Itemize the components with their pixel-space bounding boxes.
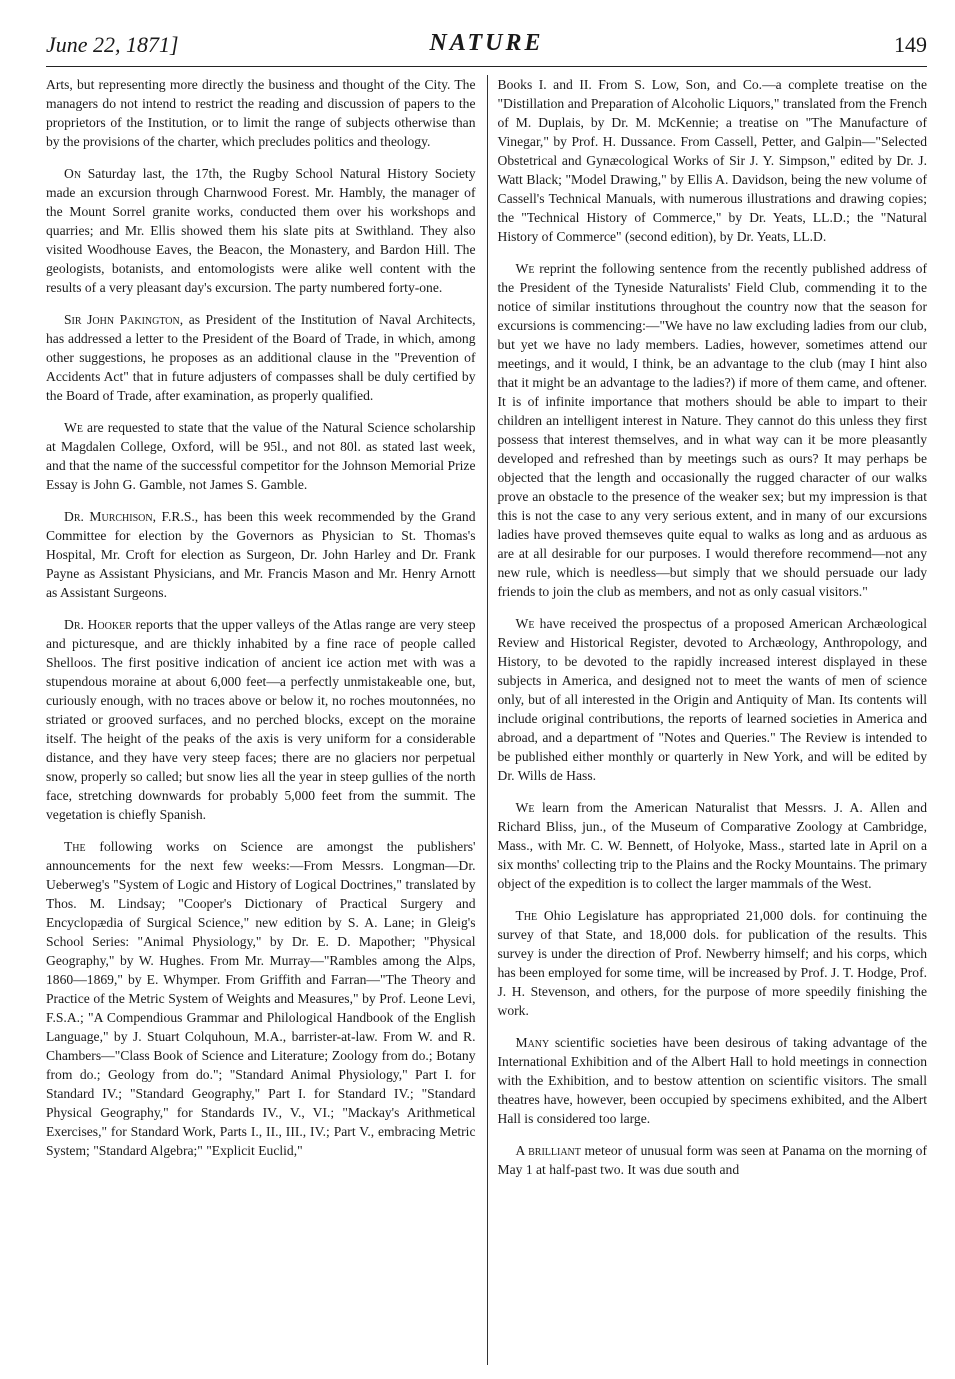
journal-title: NATURE — [429, 30, 544, 56]
paragraph-text: Arts, but representing more directly the business and thought of the City. The managers do not intend to restrict the reading and discussion of papers to the proprietors of the Institution, or to limit the range of subjects otherwise than by the provisions of the charter, which precludes politics and theology. — [46, 77, 476, 149]
page-header — [46, 30, 927, 67]
paragraph — [46, 310, 476, 405]
column-divider — [487, 75, 488, 1365]
issue-date: June 22, 1871] — [46, 32, 179, 57]
left-column — [46, 75, 476, 1365]
paragraph-text: reprint the following sentence from the recently published address of the President of the Tyneside Naturalists' Field Club, commending it to the notice of similar institutions throughout the country now that the season for excursions is commencing:—"We have no law excluding ladies from our club, but yet we have no lady members. Ladies, however, sometimes attend our meetings, and it would, I think, be an advantage to the club (may I hint also that it might be an advantage to the ladies?) if more of them came, and oftener. It is of infinite importance that mothers should be able to impart to their children an intelligent interest in Nature. They cannot do this unless they first possess that interest themselves, and in what way can it be more pleasantly developed and refreshed than by meetings such as ours? It may perhaps be objected that the length and occasionally the rugged character of our walks prove an obstacle to the presence of the weaker sex; but my impression is that this is not the case to any very serious extent, and in many of our excursions ladies have proved themseves quite equal to walks as long and as arduous as are at all desirable for our purposes. I would therefore recommend—not any new rule, which is needless—but simply that we should persuade our lady friends to join the club as members, and not as only casual visitors." — [497, 261, 927, 599]
page-number: 149 — [894, 32, 927, 57]
paragraph-text: Ohio Legislature has appropriated 21,000 dols. for continuing the survey of that State, and 18,000 dols. for publication of the results. This survey is under the direction of Prof. Newberry himself; and his corps, which has been employed for some time, will be increased by Prof. J. T. Hodge, Prof. J. H. Stevenson, and others, for the purpose of more speedily finishing the work. — [497, 908, 927, 1018]
paragraph — [498, 614, 928, 785]
paragraph-text: are requested to state that the value of the Natural Science scholarship at Magdalen College, Oxford, will be 95l., and not 80l. as stated last week, and that the name of the successful competitor for the Johnson Memorial Prize Essay is John G. Gamble, not James S. Gamble. — [46, 420, 476, 492]
paragraph-lead: We — [515, 800, 535, 815]
paragraph-lead: Many — [515, 1035, 550, 1050]
paragraph-text: have received the prospectus of a proposed American Archæological Review and Historical Register, devoted to Archæology, Anthropology, and History, to be devoted to the rapidly increased interest displayed in these subjects in America, and designed not to meet the wants of men of science only, but of all interested in the Origin and Antiquity of Man. Its contents will include original contributions, the reports of learned societies in America and abroad, and a department of "Notes and Queries." The Review is intended to be published either monthly or quarterly in New York, and will be edited by Dr. Wills de Hass. — [497, 616, 927, 783]
paragraph-lead: A brilliant — [515, 1143, 581, 1158]
paragraph — [498, 1033, 928, 1128]
paragraph-lead: Dr. Hooker — [64, 617, 132, 632]
paragraph-lead: We — [515, 261, 535, 276]
paragraph — [46, 418, 476, 494]
paragraph-lead: We — [515, 616, 535, 631]
paragraph-lead: We — [64, 420, 83, 435]
paragraph-text: Saturday last, the 17th, the Rugby School Natural History Society made an excursion through Charnwood Forest. Mr. Hambly, the manager of the Mount Sorrel granite works, conducted them over his workshops and quarries; and Mr. Ellis showed them his slate pits at Swithland. They also visited Woodhouse Eaves, the Beacon, the Monastery, and Bardon Hill. The geologists, botanists, and entomologists were alike well content with the results of a very pleasant day's excursion. The party numbered forty-one. — [46, 166, 476, 295]
paragraph — [498, 906, 928, 1020]
right-column — [498, 75, 928, 1365]
paragraph-text: reports that the upper valleys of the Atlas range are very steep and picturesque, and are thickly inhabited by a fine race of people called Shelloos. The first positive indication of ancient ice action met with was a stupendous moraine at about 6,000 feet—a perfectly unmistakeable one, but, curiously enough, with no traces above or below it, no roches moutonnées, no striated or grooved surfaces, and no perched blocks, except on the moraine itself. The height of the peaks of the axis is very uniform for a considerable distance, and they have very steep faces; there are no glaciers nor perpetual snow, properly so called; but snow lies all the year in steep gullies of the north face, stretching downwards for probably 5,000 feet from the summit. The vegetation is chiefly Spanish. — [46, 617, 476, 822]
paragraph-lead: Dr. Murchison, — [64, 509, 156, 524]
paragraph — [498, 798, 928, 893]
paragraph — [46, 837, 476, 1160]
paragraph — [46, 507, 476, 602]
paragraph-lead: The — [515, 908, 538, 923]
paragraph-text: meteor of unusual form was seen at Panama on the morning of May 1 at half-past two. It was due south and — [497, 1143, 927, 1177]
paragraph-text: as President of the Institution of Naval Architects, has addressed a letter to the President of the Board of Trade, in which, among other suggestions, he proposes as an additional clause in the "Prevention of Accidents Act" that in future adjusters of compasses shall be duly certified by the Board of Trade, after examination, as properly qualified. — [46, 312, 476, 403]
body-columns — [46, 75, 927, 1365]
paragraph-lead: On — [64, 166, 82, 181]
paragraph-lead: The — [64, 839, 86, 854]
paragraph-text: scientific societies have been desirous of taking advantage of the International Exhibition and of the Albert Hall to hold meetings in connection with the Exhibition, and to bestow attention on scientific visitors. The small theatres have, however, been occupied by specimens exhibited, and the Albert Hall is considered too large. — [497, 1035, 927, 1126]
paragraph-lead: Sir John Pakington, — [64, 312, 184, 327]
paragraph — [46, 164, 476, 297]
paragraph-text: learn from the American Naturalist that Messrs. J. A. Allen and Richard Bliss, jun., of the Museum of Comparative Zoology at Cambridge, Mass., with Mr. C. W. Bennett, of Holyoke, Mass., started late in April on a six months' collecting trip to the Plains and the Rocky Mountains. The primary object of the expedition is to collect the larger mammals of the West. — [497, 800, 927, 891]
paragraph-text: F.R.S., has been this week recommended by the Grand Committee for election by the Governors as Physician to St. Thomas's Hospital, Mr. Croft for election as Surgeon, Dr. John Harley and Dr. Frank Payne as Assistant Physicians, and Mr. Francis Mason and Mr. Henry Arnott as Assistant Surgeons. — [46, 509, 476, 600]
paragraph — [498, 259, 928, 601]
paragraph — [46, 75, 476, 151]
paragraph-text: following works on Science are amongst the publishers' announcements for the next few weeks:—From Messrs. Longman—Dr. Ueberweg's "System of Logic and History of Logical Doctrines," translated by Thos. M. Lindsay; "Cooper's Dictionary of Practical Surgery and Encyclopædia of Surgical Science," new edition by S. A. Lane; in Gleig's School Series: "Animal Physiology," by Dr. E. D. Mapother; "Physical Geography," by W. Hughes. From Mr. Murray—"Rambles among the Alps, 1860—1869," by E. Whymper. From Griffith and Farran—"The Theory and Practice of the Metric System of Weights and Measures," by Prof. Leone Levi, F.S.A.; "A Compendious Grammar and Philological Handbook of the English Language," by J. Stuart Colquhoun, M.A., barrister-at-law. From W. and R. Chambers—"Class Book of Science and Literature; Zoology from do.; Botany from do.; Geology from do."; "Standard Animal Physiology," Part I. for Standard IV.; "Standard Geography," Part I. for Standard IV.; "Standard Physical Geography," for Standards IV., V., VI.; "Mackay's Arithmetical Exercises," for Standard Work, Parts I., II., III., IV.; Part V., embracing Metric System; "Standard Algebra;" "Explicit Euclid," — [46, 839, 476, 1158]
paragraph — [498, 1141, 928, 1179]
paragraph-text: Books I. and II. From S. Low, Son, and Co.—a complete treatise on the "Distillation and Preparation of Alcoholic Liquors," translated from the French of M. Duplais, by Dr. M. McKennie; a treatise on "The Manufacture of Vinegar," by Prof. H. Dussance. From Cassell, Petter, and Galpin—"Selected Obstetrical and Gynæcological Works of Sir J. Y. Simpson," edited by Dr. J. Watt Black; "Model Drawing," by Ellis A. Davidson, being the new volume of Cassell's Technical Manuals, with numerous illustrations and drawing copies; the "Technical History of Commerce," by Dr. Yeats, LL.D.; the "Natural History of Commerce" (second edition), by Dr. Yeats, LL.D. — [497, 77, 927, 244]
paragraph — [46, 615, 476, 824]
paragraph — [498, 75, 928, 246]
